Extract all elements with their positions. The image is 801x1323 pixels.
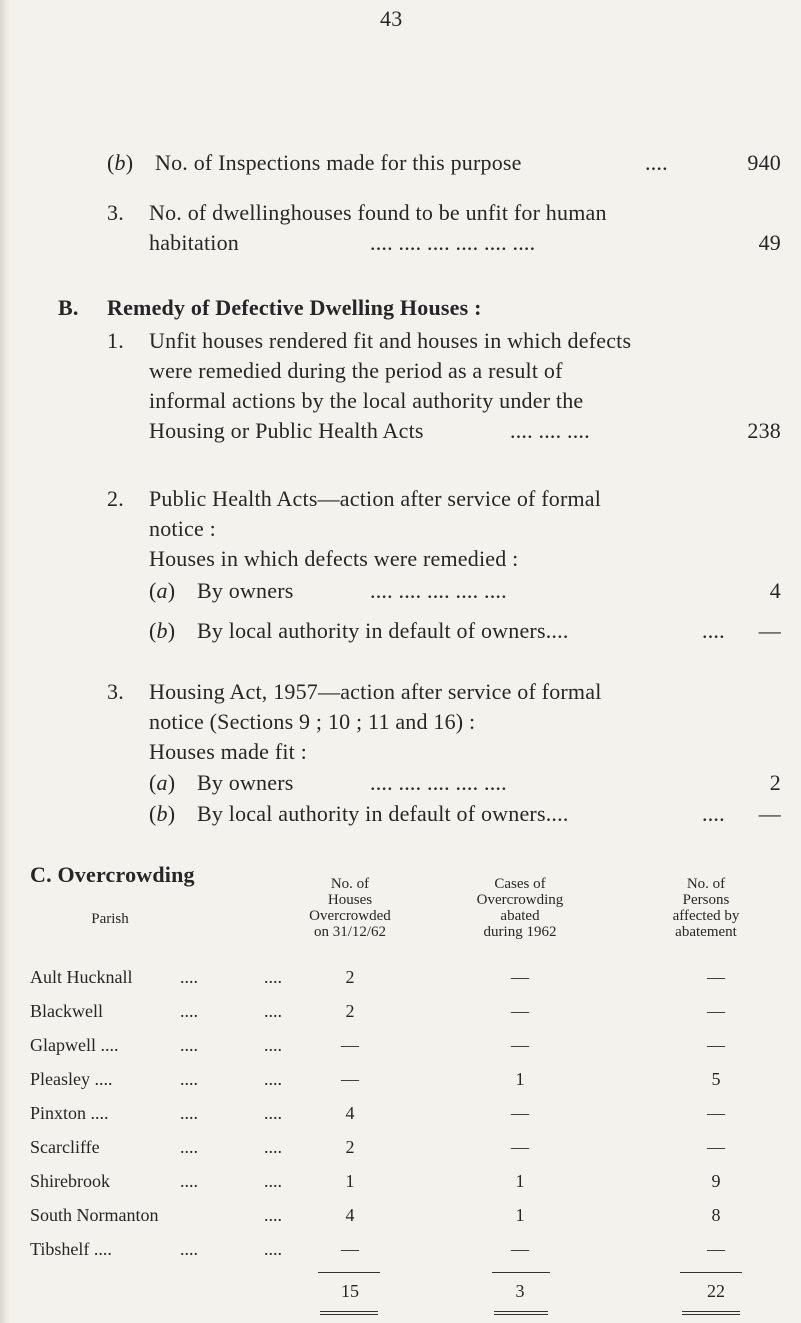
table-row-houses: 4 xyxy=(345,1103,355,1123)
item-b2-b-value: — xyxy=(758,618,781,643)
table-row-dots1: .... xyxy=(180,1137,198,1157)
item-b2-a-value: 4 xyxy=(769,578,781,603)
table-row-persons: — xyxy=(707,1239,725,1259)
total-rule-houses xyxy=(318,1272,380,1273)
item-b2-b-label: (b) xyxy=(149,618,176,643)
table-row-dots2: .... xyxy=(264,1103,282,1123)
total-rule-persons xyxy=(680,1272,742,1273)
item-b1-value: 238 xyxy=(747,418,781,443)
item-b3-line2: notice (Sections 9 ; 10 ; 11 and 16) : xyxy=(149,709,476,734)
table-row-parish: Pleasley .... xyxy=(30,1069,113,1089)
item-b3-line3: Houses made fit : xyxy=(149,739,307,764)
table-row-persons: 9 xyxy=(711,1171,721,1191)
table-row-persons: — xyxy=(707,967,725,987)
table-row-persons: 5 xyxy=(711,1069,721,1089)
item-b3-label: 3. xyxy=(107,679,124,704)
item-b2-line1: Public Health Acts—action after service of formal xyxy=(149,486,602,511)
page-shadow-edge xyxy=(0,0,10,1323)
table-row-persons: 8 xyxy=(711,1205,721,1225)
table-row-cases: — xyxy=(511,1137,529,1157)
table-row-dots1: .... xyxy=(180,1171,198,1191)
table-row-dots2: .... xyxy=(264,1171,282,1191)
header-col2-line1: Cases of xyxy=(494,876,546,892)
item-b2-a-label: (a) xyxy=(149,578,176,603)
item-a-b-text: No. of Inspections made for this purpose xyxy=(155,150,522,175)
item-a3-value: 49 xyxy=(758,230,781,255)
table-row-parish: Shirebrook xyxy=(30,1171,110,1191)
total-cases: 3 xyxy=(515,1281,525,1301)
table-row-dots1: .... xyxy=(180,1069,198,1089)
table-row-houses: — xyxy=(341,1069,359,1089)
header-col2-line4: during 1962 xyxy=(483,924,557,940)
item-b3-b-dots: .... xyxy=(702,801,725,826)
table-row-persons: — xyxy=(707,1001,725,1021)
item-b3-b-text: By local authority in default of owners.... xyxy=(197,801,569,826)
total-rule-cases xyxy=(492,1272,550,1273)
header-persons-affected xyxy=(646,876,766,940)
item-b1-label: 1. xyxy=(107,328,124,353)
table-row-houses: 1 xyxy=(345,1171,355,1191)
table-row-cases: 1 xyxy=(515,1171,525,1191)
header-col1-line3: Overcrowded xyxy=(309,908,391,924)
header-col3-line2: Persons xyxy=(682,892,730,908)
item-b1-line1: Unfit houses rendered fit and houses in which defects xyxy=(149,328,632,353)
item-a-b-value: 940 xyxy=(747,150,781,175)
header-col3-line1: No. of xyxy=(686,876,726,892)
table-row-cases: — xyxy=(511,1001,529,1021)
table-row-houses: 2 xyxy=(345,1137,355,1157)
table-row-dots2: .... xyxy=(264,967,282,987)
item-b3-b-label: (b) xyxy=(149,801,176,826)
table-row-parish: Tibshelf .... xyxy=(30,1239,112,1259)
item-b2-b-text: By local authority in default of owners.... xyxy=(197,618,569,643)
item-a3-dots: .... .... .... .... .... .... xyxy=(370,230,536,255)
table-row-parish: Glapwell .... xyxy=(30,1035,119,1055)
item-a-b-label: (b) xyxy=(107,150,134,175)
header-col3-line3: affected by xyxy=(672,908,740,924)
table-row-persons: — xyxy=(707,1035,725,1055)
table-row-cases: 1 xyxy=(515,1069,525,1089)
header-col2-line3: abated xyxy=(500,908,540,924)
item-b3-a-label: (a) xyxy=(149,770,176,795)
item-b3-a-text: By owners xyxy=(197,770,294,795)
item-b2-line3: Houses in which defects were remedied : xyxy=(149,546,519,571)
table-row-dots1: .... xyxy=(180,1239,198,1259)
table-row-parish: Blackwell xyxy=(30,1001,103,1021)
item-b2-b-dots: .... xyxy=(702,618,725,643)
table-row-parish: Scarcliffe xyxy=(30,1137,100,1157)
item-b3-b-value: — xyxy=(758,801,781,826)
item-b3-line1: Housing Act, 1957—action after service of formal xyxy=(149,679,602,704)
table-row-dots2: .... xyxy=(264,1205,282,1225)
header-houses-overcrowded xyxy=(290,876,410,940)
item-a-b-dots: .... xyxy=(645,150,668,175)
item-b3-a-value: 2 xyxy=(769,770,781,795)
table-row-cases: — xyxy=(511,1035,529,1055)
header-col3-line4: abatement xyxy=(675,924,737,940)
item-a3-line1: No. of dwellinghouses found to be unfit for human xyxy=(149,200,607,225)
total-houses: 15 xyxy=(341,1281,359,1301)
item-b1-line2: were remedied during the period as a result of xyxy=(149,358,563,383)
section-b-title: Remedy of Defective Dwelling Houses : xyxy=(107,295,482,320)
item-a3-line2: habitation xyxy=(149,230,239,255)
header-col1-line4: on 31/12/62 xyxy=(313,924,387,940)
table-row-dots2: .... xyxy=(264,1137,282,1157)
item-b1-line3: informal actions by the local authority under the xyxy=(149,388,584,413)
table-row-dots2: .... xyxy=(264,1001,282,1021)
item-a3-label: 3. xyxy=(107,200,124,225)
table-row-parish: Ault Hucknall xyxy=(30,967,133,987)
item-b1-line4: Housing or Public Health Acts xyxy=(149,418,424,443)
table-row-cases: 1 xyxy=(515,1205,525,1225)
table-row-dots1: .... xyxy=(180,1103,198,1123)
double-rule-houses xyxy=(320,1311,378,1315)
section-c-title: C. Overcrowding xyxy=(30,862,195,887)
total-persons: 22 xyxy=(707,1281,725,1301)
double-rule-persons xyxy=(682,1311,740,1315)
table-row-houses: 2 xyxy=(345,967,355,987)
section-b-letter: B. xyxy=(58,295,79,320)
table-row-cases: — xyxy=(511,1239,529,1259)
table-row-dots2: .... xyxy=(264,1239,282,1259)
table-row-houses: — xyxy=(341,1239,359,1259)
double-rule-cases xyxy=(494,1311,548,1315)
table-row-dots1: .... xyxy=(180,1001,198,1021)
table-row-parish: South Normanton xyxy=(30,1205,159,1225)
page-number: 43 xyxy=(380,6,403,31)
item-b3-a-dots: .... .... .... .... .... xyxy=(370,770,507,795)
table-row-cases: — xyxy=(511,967,529,987)
header-parish: Parish xyxy=(91,911,129,927)
table-row-dots1: .... xyxy=(180,1035,198,1055)
table-row-persons: — xyxy=(707,1103,725,1123)
table-row-houses: 4 xyxy=(345,1205,355,1225)
header-col1-line2: Houses xyxy=(327,892,373,908)
table-row-cases: — xyxy=(511,1103,529,1123)
header-col2-line2: Overcrowding xyxy=(476,892,564,908)
item-b2-a-dots: .... .... .... .... .... xyxy=(370,578,507,603)
table-row-houses: 2 xyxy=(345,1001,355,1021)
table-row-houses: — xyxy=(341,1035,359,1055)
table-row-persons: — xyxy=(707,1137,725,1157)
item-b2-label: 2. xyxy=(107,486,124,511)
item-b2-a-text: By owners xyxy=(197,578,294,603)
header-col1-line1: No. of xyxy=(330,876,370,892)
item-b1-dots: .... .... .... xyxy=(510,418,590,443)
item-b2-line2: notice : xyxy=(149,516,216,541)
table-row-parish: Pinxton .... xyxy=(30,1103,109,1123)
table-row-dots2: .... xyxy=(264,1069,282,1089)
table-row-dots1: .... xyxy=(180,967,198,987)
table-row-dots2: .... xyxy=(264,1035,282,1055)
header-cases-abated xyxy=(460,876,580,940)
